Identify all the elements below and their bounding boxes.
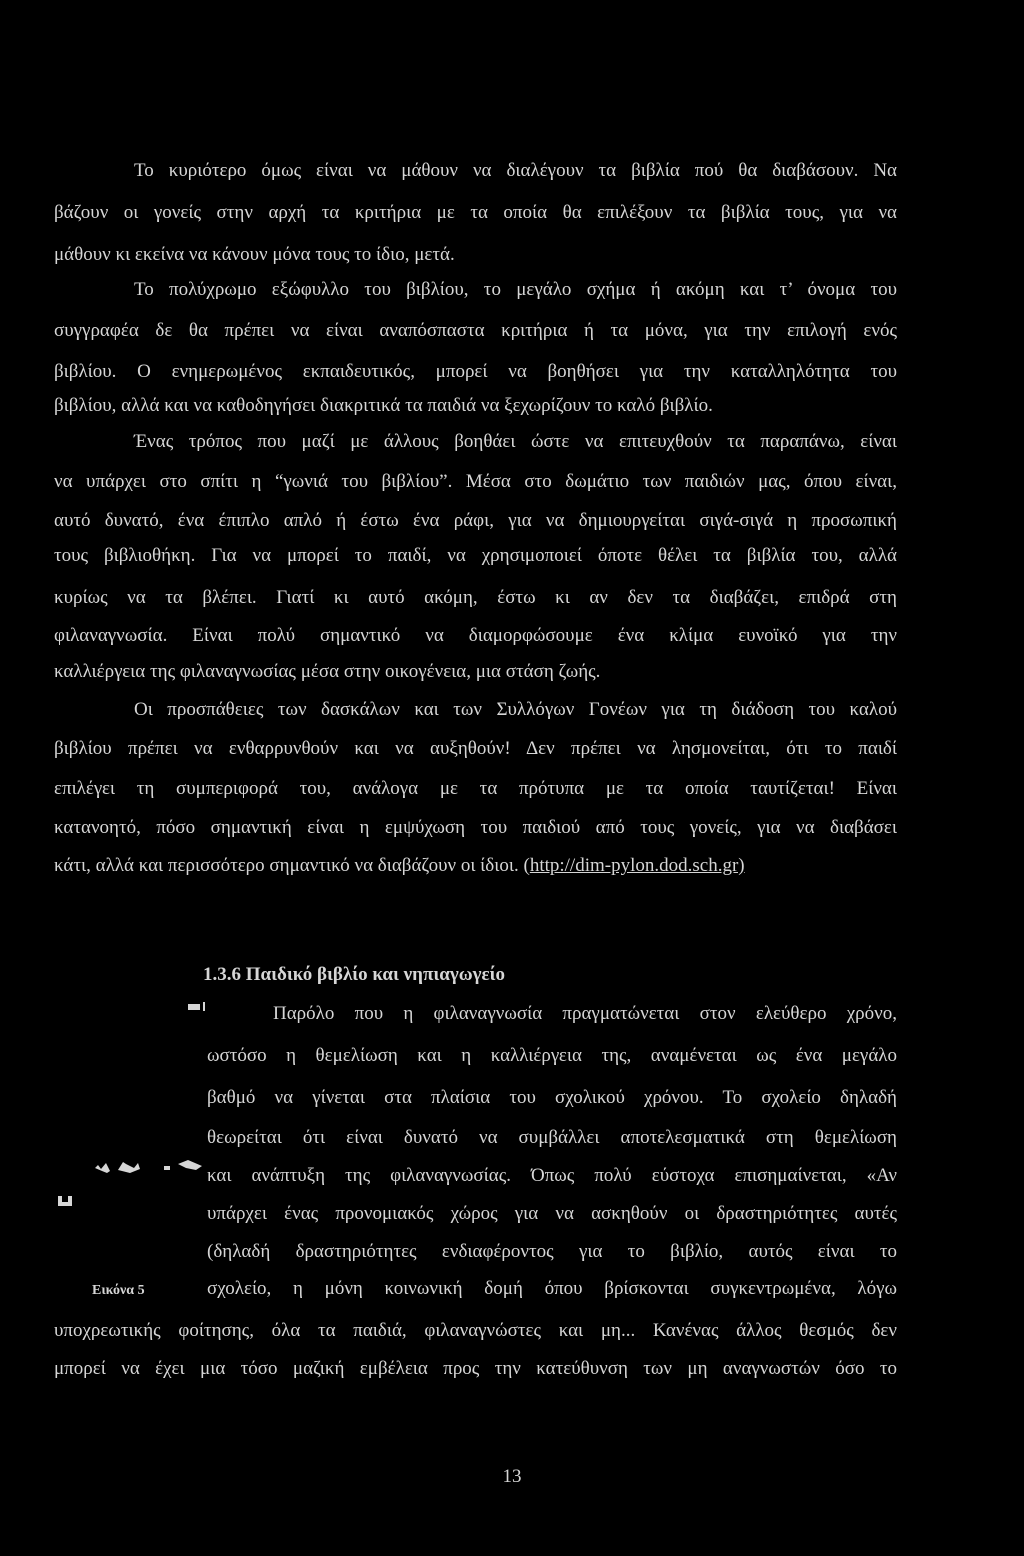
paragraph-line: σχολείο, η μόνη κοινωνική δομή όπου βρίσκονται συγκεντρωμένα, λόγω <box>207 1278 897 1299</box>
paragraph-line: Οι προσπάθειες των δασκάλων και των Συλλόγων Γονέων για τη διάδοση του καλού <box>134 699 897 720</box>
paragraph-line: βιβλίου πρέπει να ενθαρρυνθούν και να αυξηθούν! Δεν πρέπει να λησμονείται, ότι το παιδί <box>54 738 897 759</box>
paragraph-line: φιλαναγνωσία. Είναι πολύ σημαντικό να διαμορφώσουμε ένα κλίμα ευνοϊκό για την <box>54 625 897 646</box>
page-number: 13 <box>502 1466 522 1487</box>
figure-mark <box>203 1002 205 1011</box>
paragraph-line: αυτό δυνατό, ένα έπιπλο απλό ή έστω ένα ράφι, για να δημιουργείται σιγά-σιγά η προσωπική <box>54 510 897 531</box>
figure-image <box>40 1000 205 1240</box>
paragraph-line: επιλέγει τη συμπεριφορά του, ανάλογα με τα πρότυπα με τα οποία ταυτίζεται! Είναι <box>54 778 897 799</box>
paragraph-line: Το πολύχρωμο εξώφυλλο του βιβλίου, το μεγάλο σχήμα ή ακόμη και τ’ όνομα του <box>134 279 897 300</box>
paragraph-line: Ένας τρόπος που μαζί με άλλους βοηθάει ώστε να επιτευχθούν τα παραπάνω, είναι <box>134 431 897 452</box>
paragraph-line: τους βιβλιοθήκη. Για να μπορεί το παιδί, να χρησιμοποιεί όποτε θέλει τα βιβλία του, αλλά <box>54 545 897 566</box>
paragraph-line: βιβλίου, αλλά και να καθοδηγήσει διακριτικά τα παιδιά να ξεχωρίζουν το καλό βιβλίο. <box>54 395 713 416</box>
figure-mark <box>178 1160 202 1170</box>
paragraph-line: μπορεί να έχει μια τόσο μαζική εμβέλεια προς την κατεύθυνση των μη αναγνωστών όσο το <box>54 1358 897 1379</box>
section-heading: 1.3.6 Παιδικό βιβλίο και νηπιαγωγείο <box>203 964 506 985</box>
paragraph-line: ωστόσο η θεμελίωση και η καλλιέργεια της, αναμένεται ως ένα μεγάλο <box>207 1045 897 1066</box>
paragraph-line: κατανοητό, πόσο σημαντική είναι η εμψύχωση του παιδιού από τους γονείς, για να διαβάσει <box>54 817 897 838</box>
figure-caption: Εικόνα 5 <box>92 1283 145 1298</box>
paragraph-text: κάτι, αλλά και περισσότερο σημαντικό να διαβάζουν οι ίδιοι. ( <box>54 855 530 876</box>
paragraph-line: βιβλίου. Ο ενημερωμένος εκπαιδευτικός, μπορεί να βοηθήσει για την καταλληλότητα του <box>54 361 897 382</box>
paragraph-line <box>54 853 897 879</box>
paragraph-line: Παρόλο που η φιλαναγνωσία πραγματώνεται στον ελεύθερο χρόνο, <box>273 1003 897 1024</box>
paragraph-line: συγγραφέα δε θα πρέπει να είναι αναπόσπαστα κριτήρια ή τα μόνα, για την επιλογή ενός <box>54 320 897 341</box>
figure-mark <box>164 1166 170 1170</box>
paragraph-line: θεωρείται ότι είναι δυνατό να συμβάλλει αποτελεσματικά στη θεμελίωση <box>207 1127 897 1148</box>
figure-mark <box>188 1004 200 1010</box>
paragraph-line: να υπάρχει στο σπίτι η “γωνιά του βιβλίου”. Μέσα στο δωμάτιο των παιδιών μας, όπου είναι, <box>54 471 897 492</box>
figure-mark <box>58 1196 72 1206</box>
paragraph-line: καλλιέργεια της φιλαναγνωσίας μέσα στην οικογένεια, μια στάση ζωής. <box>54 661 601 682</box>
paragraph-line: και ανάπτυξη της φιλαναγνωσίας. Όπως πολύ εύστοχα επισημαίνεται, «Αν <box>207 1165 897 1186</box>
source-link[interactable]: http://dim-pylon.dod.sch.gr) <box>529 855 745 876</box>
paragraph-line: υπάρχει ένας προνομιακός χώρος για να ασκηθούν οι δραστηριότητες αυτές <box>207 1203 897 1224</box>
paragraph-line: (δηλαδή δραστηριότητες ενδιαφέροντος για το βιβλίο, αυτός είναι το <box>207 1241 897 1262</box>
paragraph-line: υποχρεωτικής φοίτησης, όλα τα παιδιά, φιλαναγνώστες και μη... Κανένας άλλος θεσμός δεν <box>54 1320 897 1341</box>
paragraph-line: μάθουν κι εκείνα να κάνουν μόνα τους το ίδιο, μετά. <box>54 244 455 265</box>
paragraph-line: κυρίως να τα βλέπει. Γιατί κι αυτό ακόμη, έστω κι αν δεν τα διαβάζει, επιδρά στη <box>54 587 897 608</box>
figure-mark <box>118 1162 140 1173</box>
paragraph-line: βαθμό να γίνεται στα πλαίσια του σχολικού χρόνου. Το σχολείο δηλαδή <box>207 1087 897 1108</box>
paragraph-line: Το κυριότερο όμως είναι να μάθουν να διαλέγουν τα βιβλία πού θα διαβάσουν. Να <box>134 160 897 181</box>
figure-mark <box>95 1163 110 1173</box>
paragraph-line: βάζουν οι γονείς στην αρχή τα κριτήρια με τα οποία θα επιλέξουν τα βιβλία τους, για να <box>54 202 897 223</box>
